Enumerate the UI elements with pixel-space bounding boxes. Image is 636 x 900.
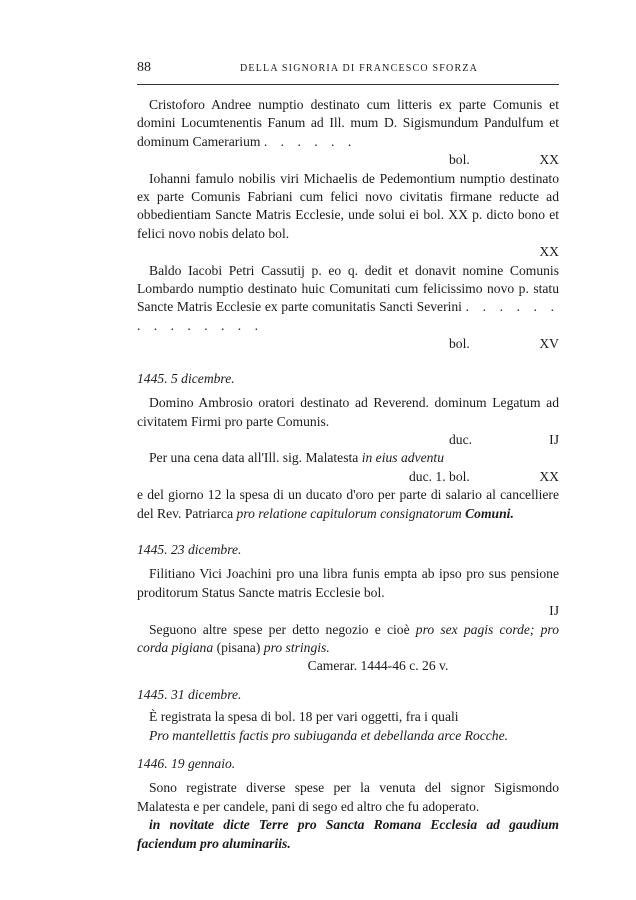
running-title: DELLA SIGNORIA DI FRANCESCO SFORZA bbox=[240, 63, 479, 74]
entry-cancelliere: e del giorno 12 la spesa di un ducato d'oro per parte di salario al cancelliere del Rev. Patriarca pro relatione capitulorum consignatorum Comuni. bbox=[137, 487, 559, 521]
page-header bbox=[137, 60, 559, 82]
entry-ambrosio-amount: duc. IJ bbox=[449, 431, 559, 447]
entry-cena-amount: duc. 1. bol. XX bbox=[409, 468, 559, 484]
page-body bbox=[137, 96, 559, 853]
entry-cristoforo: Cristoforo Andree numptio destinato cum litteris ex parte Comunis et domini Locumtenentis Fanum ad Ill. mum D. Sigismundum Pandulfum et dominum Camerarium . . . . . . bbox=[137, 97, 559, 149]
entry-baldo-amount: bol. XV bbox=[449, 336, 559, 352]
entry-ambrosio: Domino Ambrosio oratori destinato ad Reverend. dominum Legatum ad civitatem Firmi pro parte Comunis. bbox=[137, 395, 559, 429]
entry-filitiano-amount: IJ bbox=[549, 603, 559, 619]
entry-iohanni-amount: XX bbox=[539, 244, 559, 260]
entry-baldo: Baldo Iacobi Petri Cassutij p. eo q. dedit et donavit nomine Comunis Lombardo numptio destinato huic Comunitati cum felicissimo novo p. statu Sancte Matris Ecclesie ex parte comunitatis Sancti Severini . . . . . . . . . . . . . . bbox=[137, 262, 559, 333]
date-heading-5-dicembre: 1445. 5 dicembre. bbox=[137, 370, 235, 386]
header-rule bbox=[137, 84, 559, 85]
entry-seguono: Seguono altre spese per detto negozio e cioè pro sex pagis corde; pro corda pigiana (pisana) pro stringis. bbox=[137, 621, 560, 655]
date-heading-23-dicembre: 1445. 23 dicembre. bbox=[137, 541, 242, 557]
page-number: 88 bbox=[137, 60, 151, 75]
archive-reference: Camerar. 1444-46 c. 26 v. bbox=[307, 658, 449, 674]
entry-mantellettis: Pro mantellettis factis pro subiuganda et debellanda arce Rocche. bbox=[149, 727, 509, 743]
date-heading-31-dicembre: 1445. 31 dicembre. bbox=[137, 686, 242, 702]
entry-iohanni: Iohanni famulo nobilis viri Michaelis de Pedemontium numptio destinato ex parte Comunis Fabriani cum felici novo civitatis firmane reducte ad obbedientiam Sancte Matris Ecclesie, unde solui ei bol. XX p. dicto bono et felici novo nobis delato bol. bbox=[137, 170, 559, 241]
entry-cena: Per una cena data all'Ill. sig. Malatesta in eius adventu bbox=[149, 450, 445, 466]
entry-registrata: È registrata la spesa di bol. 18 per vari oggetti, fra i quali bbox=[149, 709, 459, 725]
entry-filitiano: Filitiano Vici Joachini pro una libra funis empta ab ipso pro sus pensione proditorum Status Sancte matris Ecclesie bol. bbox=[137, 566, 559, 600]
entry-novitate: in novitate dicte Terre pro Sancta Romana Ecclesia ad gaudium faciendum pro aluminariis. bbox=[137, 817, 559, 851]
date-heading-19-gennaio: 1446. 19 gennaio. bbox=[137, 756, 236, 771]
entry-cristoforo-amount: bol. XX bbox=[449, 152, 559, 168]
entry-sigismondo: Sono registrate diverse spese per la venuta del signor Sigismondo Malatesta e per candele, pani di sego ed altro che fu adoperato. bbox=[137, 780, 559, 814]
